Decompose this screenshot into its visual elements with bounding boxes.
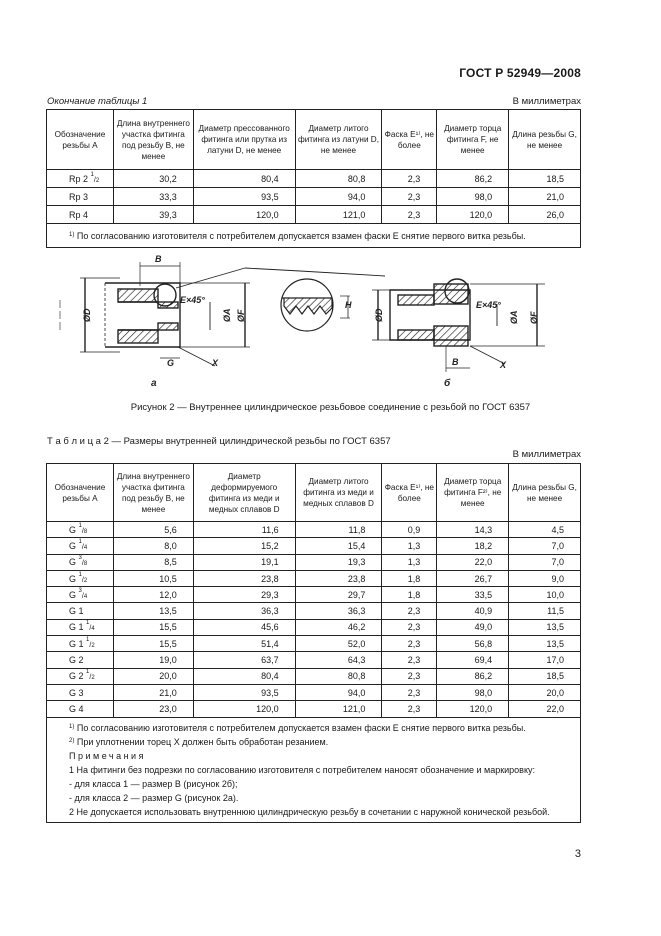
value-cell-d-pressed: 93,5 — [193, 188, 295, 206]
table2-units: В миллиметрах — [512, 449, 581, 460]
thread-designation: G — [69, 589, 77, 600]
fraction-slash: / — [93, 176, 96, 184]
value-cell-g: 13,5 — [509, 636, 581, 652]
value-cell-g: 22,0 — [509, 701, 581, 717]
footnote-text: По согласованию изготовителя с потребителем допускается взамен фаски E снятие первого витка резьбы. — [76, 230, 526, 241]
table2-header-row — [47, 464, 581, 522]
fraction-denominator: 4 — [83, 593, 88, 600]
thread-designation: G 1 — [69, 638, 84, 649]
value-cell-d-cast: 11,8 — [295, 522, 382, 538]
value-cell-g: 18,5 — [509, 170, 581, 188]
value-cell-b: 15,5 — [113, 619, 193, 635]
fraction-slash: / — [81, 543, 84, 551]
value-cell-b: 15,5 — [113, 636, 193, 652]
value-cell-b: 23,0 — [113, 701, 193, 717]
table1-caption: Окончание таблицы 1 — [47, 96, 148, 107]
value-cell-b: 13,5 — [113, 603, 193, 619]
value-cell-f: 40,9 — [437, 603, 509, 619]
value-cell-d-cast: 94,0 — [295, 188, 382, 206]
thread-designation-cell — [47, 603, 114, 619]
table2 — [46, 463, 581, 823]
table2-footnote-2 — [69, 735, 574, 749]
fraction-slash: / — [81, 576, 84, 584]
fraction-numerator: 1 — [78, 538, 82, 545]
label-e45-right: E×45° — [476, 300, 501, 310]
page-number: 3 — [574, 848, 581, 860]
fitting-right-drawing — [372, 279, 545, 372]
thread-designation: G 1 — [69, 606, 84, 617]
value-cell-d-cast: 121,0 — [295, 206, 382, 224]
value-cell-e: 2,3 — [382, 652, 437, 668]
value-cell-d-def: 11,6 — [193, 522, 295, 538]
thread-designation-cell — [47, 619, 114, 635]
table2-body — [47, 522, 581, 718]
value-cell-d-def: 19,1 — [193, 554, 295, 570]
label-phi-f-left: ØF — [236, 309, 246, 322]
thread-designation: G 2 — [69, 655, 84, 666]
thread-designation: G — [69, 557, 77, 568]
fraction-numerator: 3 — [78, 555, 82, 562]
note-2: 2 Не допускается использовать внутреннюю цилиндрическую резьбу в сочетании с наружной конической резьбой. — [69, 806, 550, 817]
thread-designation-cell — [47, 701, 114, 717]
value-cell-d-cast: 19,3 — [295, 554, 382, 570]
note-1: 1 На фитинги без подрезки по согласованию изготовителя с потребителем наносят обозначение и маркировку: — [69, 764, 536, 775]
thread-designation: G 4 — [69, 703, 84, 714]
value-cell-f: 26,7 — [437, 570, 509, 586]
thread-designation: Rp 4 — [69, 209, 89, 220]
table-row — [47, 619, 581, 635]
value-cell-b: 21,0 — [113, 684, 193, 700]
value-cell-d-def: 80,4 — [193, 668, 295, 684]
table1-header-cell: Обозначение резьбы A — [47, 110, 114, 170]
fraction-denominator: 2 — [91, 642, 95, 649]
value-cell-d-cast: 15,4 — [295, 538, 382, 554]
value-cell-e: 2,3 — [382, 603, 437, 619]
label-subfigure-b: б — [444, 378, 451, 389]
value-cell-f: 22,0 — [437, 554, 509, 570]
value-cell-b: 5,6 — [113, 522, 193, 538]
value-cell-g: 11,5 — [509, 603, 581, 619]
value-cell-f: 18,2 — [437, 538, 509, 554]
value-cell-d-def: 23,8 — [193, 570, 295, 586]
label-e45-left: E×45° — [180, 295, 205, 305]
fraction-slash: / — [89, 625, 92, 633]
value-cell-g: 13,5 — [509, 619, 581, 635]
value-cell-e: 2,3 — [382, 668, 437, 684]
thread-designation-cell — [47, 652, 114, 668]
table-row — [47, 636, 581, 652]
fraction-denominator: 4 — [83, 544, 88, 551]
value-cell-b: 8,0 — [113, 538, 193, 554]
table2-header-cell: Диаметр деформируемого фитинга из меди и медных сплавов D — [193, 464, 295, 522]
label-phi-a-left: ØA — [222, 308, 232, 322]
value-cell-f: 14,3 — [437, 522, 509, 538]
value-cell-f: 98,0 — [437, 188, 509, 206]
thread-designation: G 3 — [69, 687, 84, 698]
table-row — [47, 684, 581, 700]
value-cell-d-cast: 23,8 — [295, 570, 382, 586]
fraction-numerator: 1 — [78, 522, 82, 529]
fraction-numerator: 1 — [90, 171, 94, 178]
thread-designation: G 1 — [69, 622, 84, 633]
table-row — [47, 538, 581, 554]
thread-designation: G — [69, 524, 77, 535]
value-cell-d-def: 51,4 — [193, 636, 295, 652]
fraction-numerator: 3 — [78, 587, 82, 594]
value-cell-e: 2,3 — [382, 701, 437, 717]
value-cell-f: 86,2 — [437, 170, 509, 188]
value-cell-e: 1,8 — [382, 587, 437, 603]
value-cell-g: 26,0 — [509, 206, 581, 224]
value-cell-d-cast: 64,3 — [295, 652, 382, 668]
thread-detail-drawing — [245, 268, 385, 331]
fraction-slash: / — [81, 560, 84, 568]
thread-designation-cell — [47, 684, 114, 700]
value-cell-b: 19,0 — [113, 652, 193, 668]
thread-designation-cell — [47, 570, 114, 586]
value-cell-e: 1,3 — [382, 554, 437, 570]
table1-header-cell: Диаметр литого фитинга из латуни D, не менее — [295, 110, 382, 170]
value-cell-d-def: 93,5 — [193, 684, 295, 700]
value-cell-f: 120,0 — [437, 701, 509, 717]
value-cell-d-cast: 46,2 — [295, 619, 382, 635]
table-row — [47, 170, 581, 188]
fraction-slash: / — [81, 527, 84, 535]
note-1-item-b: - для класса 2 — размер G (рисунок 2а). — [69, 792, 239, 803]
table-row — [47, 570, 581, 586]
notes-title: Примечания — [69, 750, 146, 761]
label-phi-d-right: ØD — [374, 308, 384, 322]
thread-designation-cell — [47, 668, 114, 684]
thread-designation: G — [69, 573, 77, 584]
value-cell-f: 86,2 — [437, 668, 509, 684]
table1-header-cell: Диаметр прессованного фитинга или прутка из латуни D, не менее — [193, 110, 295, 170]
fraction-numerator: 1 — [86, 636, 90, 643]
value-cell-d-pressed: 120,0 — [193, 206, 295, 224]
table1-header-cell: Фаска E¹⁾, не более — [382, 110, 437, 170]
value-cell-d-def: 36,3 — [193, 603, 295, 619]
value-cell-e: 2,3 — [382, 636, 437, 652]
table2-footnotes — [47, 717, 581, 822]
thread-designation-cell — [47, 170, 114, 188]
thread-designation-cell — [47, 636, 114, 652]
table2-header-cell: Длина внутреннего участка фитинга под резьбу B, не менее — [113, 464, 193, 522]
table1-header-cell: Длина внутреннего участка фитинга под резьбу B, не менее — [113, 110, 193, 170]
table2-caption: Т а б л и ц а 2 — Размеры внутренней цилиндрической резьбы по ГОСТ 6357 — [47, 436, 391, 447]
fraction-denominator: 2 — [91, 675, 95, 682]
table1 — [46, 109, 581, 248]
table1-units: В миллиметрах — [512, 96, 581, 107]
value-cell-d-cast: 80,8 — [295, 170, 382, 188]
table-row — [47, 206, 581, 224]
table-row — [47, 701, 581, 717]
table2-header-cell: Диаметр торца фитинга F²⁾, не менее — [437, 464, 509, 522]
footnote-mark: 1) — [69, 723, 75, 730]
value-cell-f: 69,4 — [437, 652, 509, 668]
value-cell-d-def: 45,6 — [193, 619, 295, 635]
thread-designation: Rp 3 — [69, 191, 89, 202]
value-cell-e: 1,3 — [382, 538, 437, 554]
value-cell-f: 120,0 — [437, 206, 509, 224]
table-row — [47, 603, 581, 619]
value-cell-b: 33,3 — [113, 188, 193, 206]
thread-designation-cell — [47, 587, 114, 603]
value-cell-d-def: 63,7 — [193, 652, 295, 668]
thread-designation: G 2 — [69, 671, 84, 682]
value-cell-e: 1,8 — [382, 570, 437, 586]
table2-header-cell: Диаметр литого фитинга из меди и медных сплавов D — [295, 464, 382, 522]
table-row — [47, 652, 581, 668]
footnote-text: По согласованию изготовителя с потребителем допускается взамен фаски E снятие первого витка резьбы. — [76, 722, 526, 733]
footnote-mark: 1) — [69, 231, 75, 238]
label-b: B — [155, 254, 162, 264]
value-cell-e: 2,3 — [382, 684, 437, 700]
fraction-denominator: 4 — [91, 626, 95, 633]
thread-designation-cell — [47, 538, 114, 554]
table-row — [47, 522, 581, 538]
thread-designation-cell — [47, 522, 114, 538]
label-subfigure-a: а — [151, 378, 157, 389]
value-cell-f: 98,0 — [437, 684, 509, 700]
table1-body — [47, 170, 581, 224]
fraction-denominator: 2 — [83, 577, 88, 584]
table1-header-row — [47, 110, 581, 170]
fraction-numerator: 1 — [78, 571, 82, 578]
value-cell-b: 39,3 — [113, 206, 193, 224]
label-h: H — [345, 300, 352, 310]
table1-header-cell: Длина резьбы G, не менее — [509, 110, 581, 170]
label-phi-a-right: ØA — [509, 310, 519, 324]
value-cell-d-def: 15,2 — [193, 538, 295, 554]
fraction-numerator: 1 — [86, 669, 90, 676]
figure-2-drawing — [0, 240, 661, 400]
table2-header-cell: Обозначение резьбы A — [47, 464, 114, 522]
fraction-denominator: 2 — [95, 177, 100, 184]
footnote-mark: 2) — [69, 737, 75, 744]
value-cell-e: 2,3 — [382, 170, 437, 188]
thread-designation-cell — [47, 554, 114, 570]
label-b-right: B — [452, 357, 459, 367]
figure-2-caption: Рисунок 2 — Внутреннее цилиндрическое резьбовое соединение с резьбой по ГОСТ 6357 — [130, 402, 531, 413]
value-cell-e: 0,9 — [382, 522, 437, 538]
value-cell-g: 4,5 — [509, 522, 581, 538]
table2-footnote-1 — [69, 721, 574, 735]
value-cell-d-def: 120,0 — [193, 701, 295, 717]
value-cell-g: 20,0 — [509, 684, 581, 700]
value-cell-d-cast: 94,0 — [295, 684, 382, 700]
value-cell-g: 9,0 — [509, 570, 581, 586]
value-cell-b: 12,0 — [113, 587, 193, 603]
thread-designation-cell — [47, 206, 114, 224]
fraction-slash: / — [81, 592, 84, 600]
thread-designation-cell — [47, 188, 114, 206]
note-1-item-a: - для класса 1 — размер B (рисунок 2б); — [69, 778, 238, 789]
value-cell-e: 2,3 — [382, 188, 437, 206]
table2-header-cell: Длина резьбы G, не менее — [509, 464, 581, 522]
value-cell-g: 18,5 — [509, 668, 581, 684]
document-code: ГОСТ Р 52949—2008 — [459, 66, 581, 80]
value-cell-g: 17,0 — [509, 652, 581, 668]
value-cell-d-def: 29,3 — [193, 587, 295, 603]
value-cell-d-cast: 36,3 — [295, 603, 382, 619]
label-g-left: G — [167, 358, 175, 368]
value-cell-g: 7,0 — [509, 538, 581, 554]
fraction-denominator: 8 — [83, 561, 88, 568]
value-cell-f: 56,8 — [437, 636, 509, 652]
value-cell-d-cast: 29,7 — [295, 587, 382, 603]
table-row — [47, 668, 581, 684]
table-row — [47, 188, 581, 206]
value-cell-d-cast: 121,0 — [295, 701, 382, 717]
table-row — [47, 554, 581, 570]
footnote-text: При уплотнении торец X должен быть обработан резанием. — [76, 736, 329, 747]
fraction-slash: / — [89, 674, 92, 682]
value-cell-b: 20,0 — [113, 668, 193, 684]
value-cell-e: 2,3 — [382, 619, 437, 635]
thread-designation: G — [69, 540, 77, 551]
label-phi-f-right: ØF — [529, 311, 539, 324]
fraction-denominator: 8 — [83, 528, 88, 535]
table2-notes — [69, 749, 574, 819]
value-cell-e: 2,3 — [382, 206, 437, 224]
table-row — [47, 587, 581, 603]
value-cell-d-cast: 80,8 — [295, 668, 382, 684]
label-x-right: X — [500, 360, 507, 370]
value-cell-b: 30,2 — [113, 170, 193, 188]
value-cell-b: 8,5 — [113, 554, 193, 570]
table2-footnotes-row — [47, 717, 581, 822]
table2-header-cell: Фаска E¹⁾, не более — [382, 464, 437, 522]
thread-designation: Rp 2 — [69, 173, 89, 184]
value-cell-d-pressed: 80,4 — [193, 170, 295, 188]
value-cell-g: 10,0 — [509, 587, 581, 603]
fraction-slash: / — [89, 641, 92, 649]
value-cell-f: 49,0 — [437, 619, 509, 635]
label-x-left: X — [212, 358, 219, 368]
label-phi-d-left: ØD — [82, 308, 92, 322]
value-cell-g: 21,0 — [509, 188, 581, 206]
value-cell-g: 7,0 — [509, 554, 581, 570]
value-cell-b: 10,5 — [113, 570, 193, 586]
value-cell-f: 33,5 — [437, 587, 509, 603]
value-cell-d-cast: 52,0 — [295, 636, 382, 652]
table1-header-cell: Диаметр торца фитинга F, не менее — [437, 110, 509, 170]
fraction-numerator: 1 — [86, 620, 90, 627]
